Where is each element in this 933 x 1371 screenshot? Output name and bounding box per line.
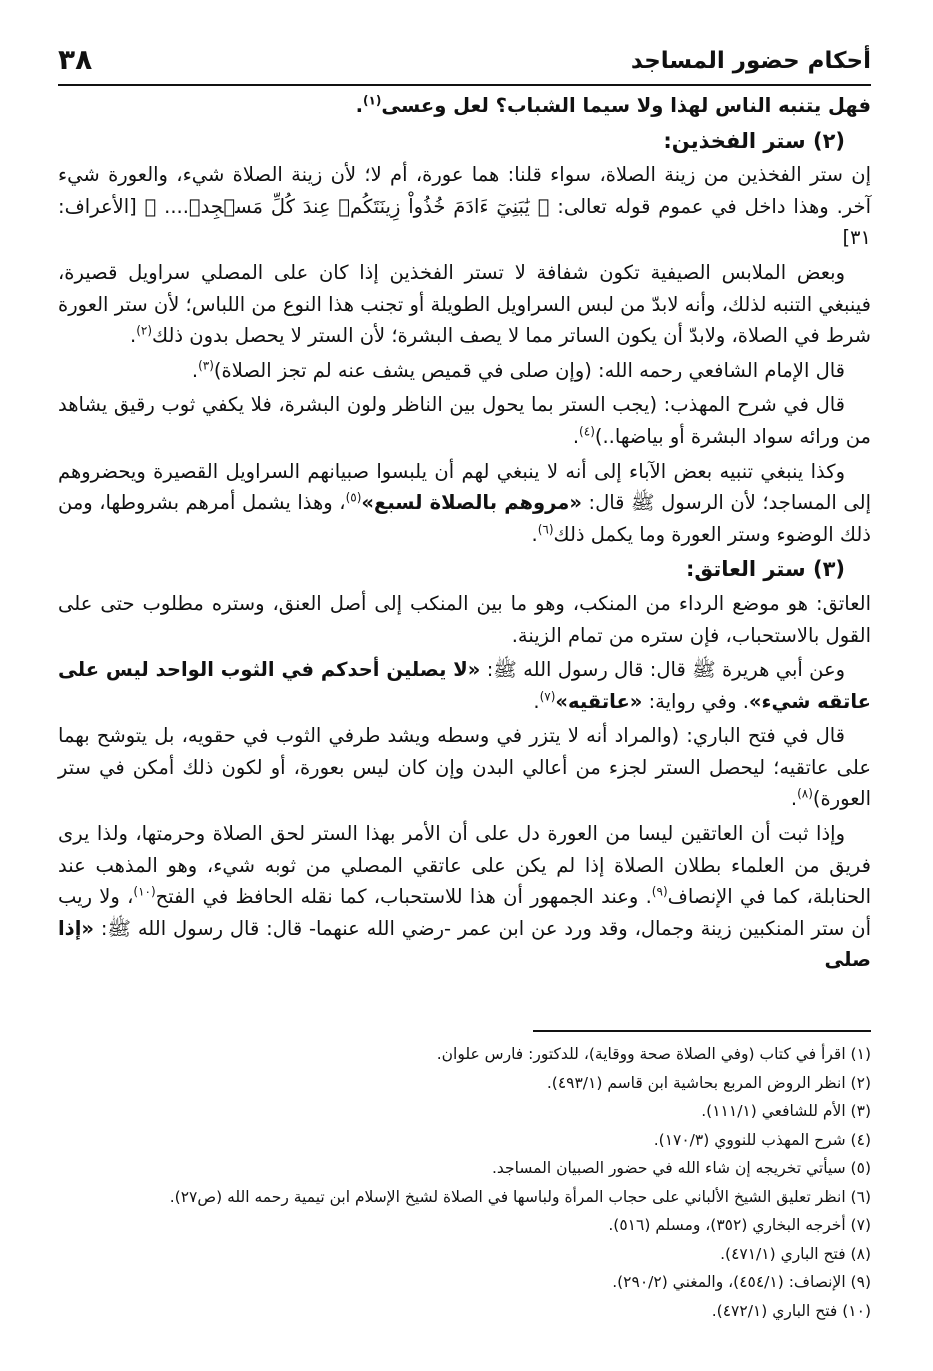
paragraph-text: وبعض الملابس الصيفية تكون شفافة لا تستر الفخذين إذا كان على المصلي سراويل قصيرة، فينبغي التنبه لذلك، وأنه لابدّ من لبس السراويل الطويلة أو تجنب هذا النوع من اللباس؛ لأن ستر العورة شرط في الصلاة، ولابدّ أن يكون الساتر مما لا يصف البشرة؛ لأن الستر لا يحصل بدون ذلك bbox=[58, 260, 871, 348]
paragraph: وعن أبي هريرة ﷺ قال: قال رسول الله ﷺ: «لا يصلين أحدكم في الثوب الواحد ليس على عاتقه شيء». وفي رواية: «عاتقيه»$^{(٧)}$. bbox=[58, 658, 871, 713]
paragraph: وبعض الملابس الصيفية تكون شفافة لا تستر الفخذين إذا كان على المصلي سراويل قصيرة، فينبغي التنبه لذلك، وأنه لابدّ من لبس السراويل الطويلة أو تجنب هذا النوع من اللباس؛ لأن ستر العورة شرط في الصلاة، ولابدّ أن يكون الساتر مما لا يصف البشرة؛ لأن الستر لا يحصل بدون ذلك$^{(٢)}$. bbox=[58, 260, 871, 348]
footnote: (٩) الإنصاف: (٤٥٤/١)، والمغني (٢٩٠/٢). bbox=[612, 1273, 871, 1291]
paragraph: قال الإمام الشافعي رحمه الله: (وإن صلى في قميص يشف عنه لم تجز الصلاة)$^{(٣)}$. bbox=[191, 358, 845, 382]
footnote: (١٠) فتح الباري (٤٧٢/١). bbox=[711, 1301, 871, 1320]
paragraph: قال في شرح المهذب: (يجب الستر بما يحول بين الناظر ولون البشرة، فلا يكفي ثوب رقيق يشاهد من ورائه سواد البشرة أو بياضها..)$^{(٤)}$. bbox=[58, 393, 871, 448]
footnote: (٤) شرح المهذب للنووي (١٧٠/٣). bbox=[653, 1130, 871, 1149]
main-text bbox=[58, 86, 871, 976]
footnote-ref[interactable]: (٦) bbox=[537, 522, 554, 537]
footnote-ref[interactable]: (٨) bbox=[797, 786, 813, 801]
footnote: (٢) انظر الروض المربع بحاشية ابن قاسم (٤٩٣/١). bbox=[546, 1073, 871, 1092]
footnote-ref[interactable]: (١) bbox=[363, 93, 382, 108]
paragraph-text: . وعند الجمهور أن هذا للاستحباب، كما نقله الحافظ في الفتح bbox=[155, 885, 652, 909]
section-heading: (٢) ستر الفخذين: bbox=[663, 128, 845, 153]
page-number: ٣٨ bbox=[58, 43, 93, 76]
footnote: (٦) انظر تعليق الشيخ الألباني على حجاب المرأة ولباسها في الصلاة لشيخ الإسلام ابن تيمية رحمه الله (ص٢٧). bbox=[169, 1187, 871, 1206]
paragraph: فهل يتنبه الناس لهذا ولا سيما الشباب؟ لعل وعسى$^{(١)}$. bbox=[355, 93, 871, 117]
paragraph-text: قال الإمام الشافعي رحمه الله: (وإن صلى في قميص يشف عنه لم تجز الصلاة) bbox=[213, 358, 845, 382]
paragraph bbox=[58, 588, 871, 651]
page-header bbox=[58, 0, 871, 86]
section-heading: (٣) ستر العاتق: bbox=[686, 557, 845, 582]
paragraph bbox=[58, 159, 871, 254]
paragraph-text: قال في شرح المهذب: (يجب الستر بما يحول بين الناظر ولون البشرة، فلا يكفي ثوب رقيق يشاهد من ورائه سواد البشرة أو بياضها..) bbox=[58, 393, 871, 448]
footnote-ref[interactable]: (٤) bbox=[579, 424, 595, 439]
paragraph-text: وكذا ينبغي تنبيه بعض الآباء إلى أنه لا ينبغي لهم أن يلبسوا صبيانهم السراويل القصيرة ويحضروهم إلى المساجد؛ لأن الرسول ﷺ قال: bbox=[58, 459, 871, 515]
footnote-ref[interactable]: (٧) bbox=[539, 689, 556, 704]
paragraph-text: العاتق: هو موضع الرداء من المنكب، وهو ما بين المنكب إلى أصل العنق، وستره مطلوب حتى على القول بالاستحباب، فإن ستره من تمام الزينة. bbox=[58, 591, 871, 647]
hadith-quote: «لا يصلين أحدكم في الثوب الواحد ليس على عاتقه شيء» bbox=[58, 658, 871, 713]
footnote: (٧) أخرجه البخاري (٣٥٢)، ومسلم (٥١٦). bbox=[608, 1216, 871, 1234]
paragraph-text: . وفي رواية: bbox=[642, 689, 749, 713]
footnote: (٥) سيأتي تخريجه إن شاء الله في حضور الصبيان المساجد. bbox=[491, 1159, 871, 1177]
hadith-quote: «مروهم بالصلاة لسبع» bbox=[361, 491, 582, 515]
running-title: أحكام حضور المساجد bbox=[630, 48, 871, 74]
footnotes bbox=[58, 1040, 871, 1325]
paragraph-text: ، وهذا يشمل أمرهم بشروطها، ومن ذلك الوضوء وستر العورة وما يكمل ذلك bbox=[58, 491, 871, 546]
paragraph-text: فهل يتنبه الناس لهذا ولا سيما الشباب؟ لعل وعسى bbox=[381, 94, 871, 117]
footnote: (٣) الأم للشافعي (١١١/١). bbox=[701, 1102, 871, 1120]
hadith-quote: «عاتقيه» bbox=[555, 689, 643, 713]
paragraph-text: وعن أبي هريرة ﷺ قال: قال رسول الله ﷺ: bbox=[480, 658, 846, 682]
paragraph-text: إن ستر الفخذين من زينة الصلاة، سواء قلنا: هما عورة، أم لا؛ لأن زينة الصلاة شيء، والعورة شيء آخر. وهذا داخل في عموم قوله تعالى: ﴿ يَٰبَنِيٓ ءَادَمَ خُذُواْ زِينَتَكُمۡ عِندَ كُلِّ مَسۡجِدٖ.... ﴾ [الأعراف: ٣١] bbox=[58, 163, 871, 250]
footnote-divider bbox=[533, 1030, 871, 1032]
paragraph: قال في فتح الباري: (والمراد أنه لا يتزر في وسطه ويشد طرفي الثوب في حقويه، بل يتوشح بهما على عاتقيه؛ ليحصل الستر لجزء من أعالي البدن وإن كان ليس بعورة، أو لكون ذلك أمكن في ستر العورة)$^{(٨)}$. bbox=[58, 724, 871, 811]
footnote-ref[interactable]: (٩) bbox=[651, 884, 668, 899]
hadith-quote: «إذا صلى bbox=[58, 916, 871, 972]
footnote: (١) اقرأ في كتاب (وفي الصلاة صحة ووقاية)، للدكتور: فارس علوان. bbox=[436, 1045, 871, 1063]
footnote: (٨) فتح الباري (٤٧١/١). bbox=[720, 1244, 871, 1263]
paragraph bbox=[58, 818, 871, 976]
paragraph-text: وإذا ثبت أن العاتقين ليسا من العورة دل على أن الأمر بهذا الستر لحق الصلاة وحرمتها، ولذا يرى فريق من العلماء بطلان الصلاة إذا لم يكن على عاتقي المصلي من ثوبه شيء، وهو المذهب عند الحنابلة، كما في الإنصاف bbox=[58, 822, 871, 909]
footnote-ref[interactable]: (٣) bbox=[198, 358, 214, 373]
paragraph: وكذا ينبغي تنبيه بعض الآباء إلى أنه لا ينبغي لهم أن يلبسوا صبيانهم السراويل القصيرة ويحضروهم إلى المساجد؛ لأن الرسول ﷺ قال: «مروهم بالصلاة لسبع»$^{(٥)}$، وهذا يشمل أمرهم بشروطها، ومن ذلك الوضوء وستر العورة وما يكمل ذلك$^{(٦)}$. bbox=[58, 459, 871, 546]
footnote-ref[interactable]: (١٠) bbox=[133, 884, 156, 899]
paragraph-text: ، ولا ريب أن ستر المنكبين زينة وجمال، وقد ورد عن ابن عمر -رضي الله عنهما- قال: قال رسول الله ﷺ: bbox=[58, 885, 871, 940]
footnote-ref[interactable]: (٥) bbox=[345, 490, 362, 505]
paragraph-text: قال في فتح الباري: (والمراد أنه لا يتزر في وسطه ويشد طرفي الثوب في حقويه، بل يتوشح بهما على عاتقيه؛ ليحصل الستر لجزء من أعالي البدن وإن كان ليس بعورة، أو لكون ذلك أمكن في ستر العورة) bbox=[58, 724, 871, 811]
footnote-ref[interactable]: (٢) bbox=[136, 323, 153, 338]
